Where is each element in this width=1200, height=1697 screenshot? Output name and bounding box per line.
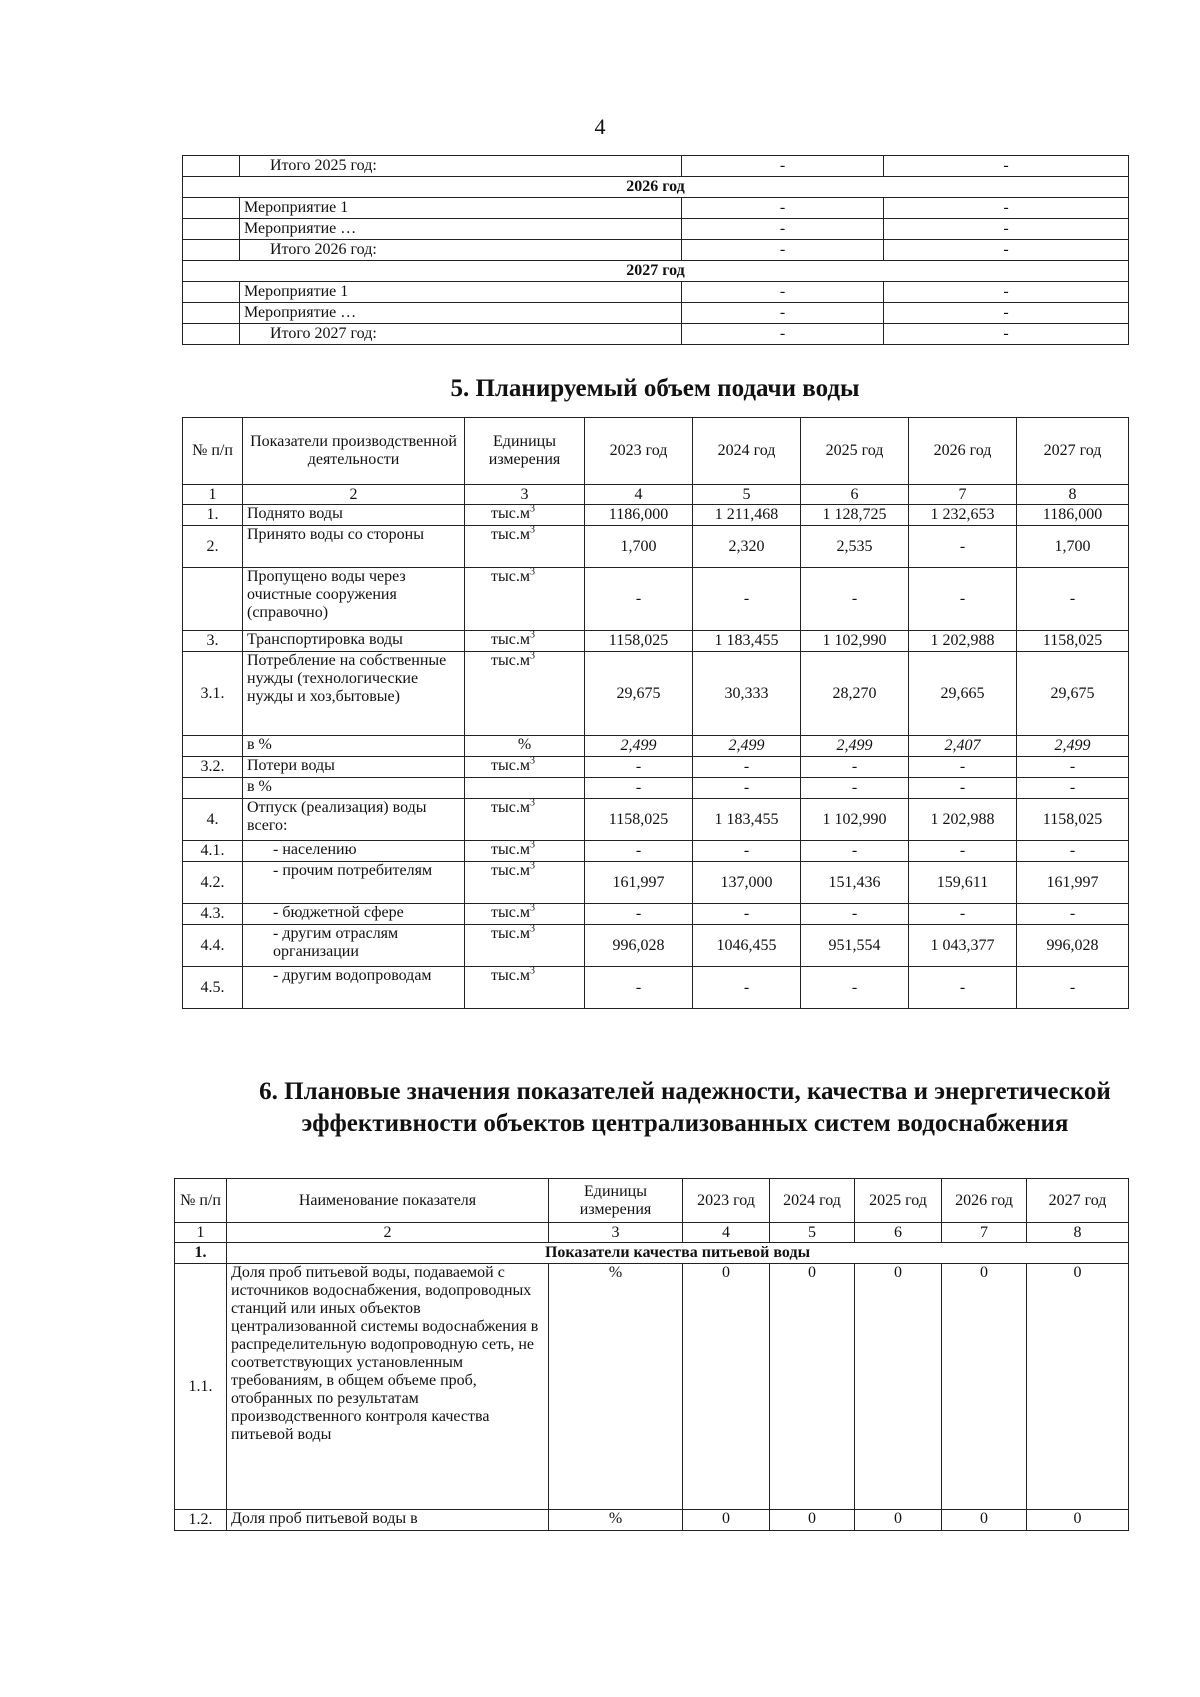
value-cell: 0 bbox=[683, 1510, 770, 1531]
indicator-name: Транспортировка воды bbox=[243, 631, 465, 652]
row-number: 3.1. bbox=[183, 652, 243, 736]
table-row bbox=[183, 799, 1129, 841]
indicator-name: в % bbox=[243, 778, 465, 799]
value-cell: 1,700 bbox=[585, 526, 693, 568]
value-cell: 0 bbox=[1027, 1510, 1129, 1531]
value-cell: - bbox=[801, 904, 909, 925]
value-cell: - bbox=[682, 324, 884, 345]
page-number: 4 bbox=[594, 114, 606, 139]
year-header-row bbox=[183, 261, 1129, 282]
column-number: 7 bbox=[942, 1223, 1027, 1243]
table-row bbox=[183, 862, 1129, 904]
value-cell: 1 102,990 bbox=[801, 631, 909, 652]
indicator-name: Принято воды со стороны bbox=[243, 526, 465, 568]
value-cell: - bbox=[884, 156, 1129, 177]
column-number: 7 bbox=[909, 485, 1017, 505]
header-cell: 2025 год bbox=[855, 1179, 942, 1223]
value-cell: 2,535 bbox=[801, 526, 909, 568]
unit-superscript: 3 bbox=[529, 861, 535, 872]
value-cell: 1 128,725 bbox=[801, 505, 909, 526]
water-supply-table bbox=[182, 417, 1129, 1009]
row-number bbox=[183, 240, 240, 261]
unit-text: тыс.м bbox=[491, 526, 530, 543]
value-cell: - bbox=[693, 778, 801, 799]
value-cell: 137,000 bbox=[693, 862, 801, 904]
table-row bbox=[183, 736, 1129, 757]
unit-cell bbox=[465, 505, 585, 526]
unit-cell bbox=[465, 841, 585, 862]
value-cell: - bbox=[884, 198, 1129, 219]
indicator-name: в % bbox=[243, 736, 465, 757]
indicator-name: - бюджетной сфере bbox=[243, 904, 465, 925]
indicator-name: Пропущено воды через очистные сооружения (справочно) bbox=[243, 568, 465, 631]
value-cell: - bbox=[909, 967, 1017, 1009]
unit-text: тыс.м bbox=[491, 505, 530, 522]
value-cell: 1 183,455 bbox=[693, 631, 801, 652]
indicator-name: Доля проб питьевой воды, подаваемой с источников водоснабжения, водопроводных станций или иных объектов централизованной системы водоснабжения в распределительную водопроводную сеть, не соответствующих установленным требованиям, в общем объеме проб, отобранных по результатам производственного контроля качества питьевой воды bbox=[227, 1264, 549, 1510]
value-cell: 0 bbox=[683, 1264, 770, 1510]
value-cell: - bbox=[693, 904, 801, 925]
column-number: 4 bbox=[585, 485, 693, 505]
table-row bbox=[183, 967, 1129, 1009]
value-cell: - bbox=[884, 324, 1129, 345]
unit-cell bbox=[465, 904, 585, 925]
unit-superscript: 3 bbox=[529, 525, 535, 536]
unit-cell bbox=[465, 862, 585, 904]
total-label: Итого 2027 год: bbox=[240, 324, 682, 345]
value-cell: 159,611 bbox=[909, 862, 1017, 904]
table-row bbox=[183, 526, 1129, 568]
value-cell: - bbox=[1017, 967, 1129, 1009]
column-number: 6 bbox=[801, 485, 909, 505]
table-row bbox=[183, 568, 1129, 631]
header-cell: Единицы измерения bbox=[465, 418, 585, 485]
value-cell: - bbox=[1017, 841, 1129, 862]
row-number bbox=[183, 324, 240, 345]
column-number: 3 bbox=[549, 1223, 683, 1243]
value-cell: 1158,025 bbox=[1017, 631, 1129, 652]
row-number: 3. bbox=[183, 631, 243, 652]
column-number-row bbox=[175, 1223, 1129, 1243]
value-cell: 1 043,377 bbox=[909, 925, 1017, 967]
value-cell: - bbox=[884, 219, 1129, 240]
unit-text: тыс.м bbox=[491, 841, 530, 858]
unit-text: тыс.м bbox=[491, 862, 530, 879]
header-cell: № п/п bbox=[175, 1179, 227, 1223]
value-cell: - bbox=[801, 841, 909, 862]
indicator-name: Отпуск (реализация) воды всего: bbox=[243, 799, 465, 841]
value-cell: - bbox=[1017, 568, 1129, 631]
value-cell: - bbox=[682, 198, 884, 219]
value-cell: 29,665 bbox=[909, 652, 1017, 736]
unit-cell: % bbox=[549, 1510, 683, 1531]
header-cell: № п/п bbox=[183, 418, 243, 485]
column-number: 3 bbox=[465, 485, 585, 505]
value-cell: 30,333 bbox=[693, 652, 801, 736]
total-label: Итого 2025 год: bbox=[240, 156, 682, 177]
value-cell: 1 232,653 bbox=[909, 505, 1017, 526]
value-cell: - bbox=[909, 904, 1017, 925]
value-cell: - bbox=[801, 757, 909, 778]
value-cell: - bbox=[693, 568, 801, 631]
table-row bbox=[183, 631, 1129, 652]
value-cell: 1,700 bbox=[1017, 526, 1129, 568]
value-cell: - bbox=[909, 757, 1017, 778]
value-cell: 0 bbox=[855, 1264, 942, 1510]
unit-superscript: 3 bbox=[529, 924, 535, 935]
unit-superscript: 3 bbox=[529, 840, 535, 851]
value-cell: 2,407 bbox=[909, 736, 1017, 757]
table-row bbox=[183, 156, 1129, 177]
row-number bbox=[183, 778, 243, 799]
table-row bbox=[183, 778, 1129, 799]
value-cell: - bbox=[801, 568, 909, 631]
value-cell: 2,320 bbox=[693, 526, 801, 568]
value-cell: - bbox=[682, 219, 884, 240]
section-6-title: 6. Плановые значения показателей надежности, качества и энергетической эффективности объектов централизованных систем водоснабжения bbox=[259, 1078, 1111, 1137]
item-label: Мероприятие 1 bbox=[240, 198, 682, 219]
year-header: 2026 год bbox=[183, 177, 1129, 198]
column-number: 4 bbox=[683, 1223, 770, 1243]
row-number: 4.5. bbox=[183, 967, 243, 1009]
value-cell: - bbox=[909, 778, 1017, 799]
row-number: 4.1. bbox=[183, 841, 243, 862]
value-cell: - bbox=[693, 841, 801, 862]
value-cell: 1186,000 bbox=[585, 505, 693, 526]
value-cell: - bbox=[585, 841, 693, 862]
table-row bbox=[183, 282, 1129, 303]
value-cell: - bbox=[693, 757, 801, 778]
unit-superscript: 3 bbox=[529, 504, 535, 515]
table-row bbox=[183, 652, 1129, 736]
value-cell: 28,270 bbox=[801, 652, 909, 736]
value-cell: 161,997 bbox=[585, 862, 693, 904]
indicator-name: - другим отраслям организации bbox=[243, 925, 465, 967]
unit-cell bbox=[465, 631, 585, 652]
indicator-name: - другим водопроводам bbox=[243, 967, 465, 1009]
unit-cell bbox=[465, 568, 585, 631]
value-cell: 0 bbox=[942, 1264, 1027, 1510]
row-number: 4.3. bbox=[183, 904, 243, 925]
column-number: 5 bbox=[693, 485, 801, 505]
row-number: 1.1. bbox=[175, 1264, 227, 1510]
value-cell: - bbox=[1017, 757, 1129, 778]
table-row bbox=[183, 757, 1129, 778]
value-cell: - bbox=[1017, 904, 1129, 925]
unit-text bbox=[469, 778, 491, 795]
header-cell: 2026 год bbox=[942, 1179, 1027, 1223]
indicators-table bbox=[174, 1178, 1129, 1531]
unit-text: тыс.м bbox=[491, 757, 530, 774]
header-cell: 2027 год bbox=[1017, 418, 1129, 485]
item-label: Мероприятие … bbox=[240, 303, 682, 324]
unit-superscript: 3 bbox=[529, 630, 535, 641]
value-cell: - bbox=[682, 156, 884, 177]
value-cell: - bbox=[693, 967, 801, 1009]
row-number bbox=[183, 156, 240, 177]
indicator-name: - прочим потребителям bbox=[243, 862, 465, 904]
column-number: 1 bbox=[175, 1223, 227, 1243]
row-number bbox=[183, 219, 240, 240]
row-number: 2. bbox=[183, 526, 243, 568]
value-cell: 1 202,988 bbox=[909, 631, 1017, 652]
value-cell: - bbox=[585, 778, 693, 799]
value-cell: - bbox=[585, 757, 693, 778]
column-number: 5 bbox=[770, 1223, 855, 1243]
value-cell: - bbox=[682, 282, 884, 303]
row-number: 3.2. bbox=[183, 757, 243, 778]
indicator-name: Доля проб питьевой воды в bbox=[227, 1510, 549, 1531]
table-header-row bbox=[175, 1179, 1129, 1223]
value-cell: 0 bbox=[942, 1510, 1027, 1531]
value-cell: - bbox=[585, 904, 693, 925]
value-cell: - bbox=[801, 967, 909, 1009]
value-cell: 151,436 bbox=[801, 862, 909, 904]
value-cell: - bbox=[801, 778, 909, 799]
value-cell: - bbox=[884, 282, 1129, 303]
unit-text: тыс.м bbox=[491, 925, 530, 942]
row-number: 4. bbox=[183, 799, 243, 841]
year-header: 2027 год bbox=[183, 261, 1129, 282]
value-cell: - bbox=[682, 240, 884, 261]
value-cell: - bbox=[585, 967, 693, 1009]
column-number: 6 bbox=[855, 1223, 942, 1243]
group-row bbox=[175, 1243, 1129, 1264]
table-row bbox=[183, 219, 1129, 240]
column-number: 1 bbox=[183, 485, 243, 505]
table-row bbox=[175, 1264, 1129, 1510]
column-number: 8 bbox=[1027, 1223, 1129, 1243]
header-cell: Единицы измерения bbox=[549, 1179, 683, 1223]
value-cell: 1158,025 bbox=[585, 799, 693, 841]
column-number-row bbox=[183, 485, 1129, 505]
unit-superscript: 3 bbox=[529, 966, 535, 977]
table-row bbox=[183, 904, 1129, 925]
value-cell: 2,499 bbox=[585, 736, 693, 757]
value-cell: 1 102,990 bbox=[801, 799, 909, 841]
header-cell: 2024 год bbox=[693, 418, 801, 485]
value-cell: - bbox=[909, 841, 1017, 862]
unit-cell bbox=[465, 736, 585, 757]
unit-superscript: 3 bbox=[529, 756, 535, 767]
unit-cell bbox=[465, 967, 585, 1009]
indicator-name: Потери воды bbox=[243, 757, 465, 778]
unit-cell bbox=[465, 652, 585, 736]
indicator-name: - населению bbox=[243, 841, 465, 862]
row-number bbox=[183, 736, 243, 757]
column-number: 8 bbox=[1017, 485, 1129, 505]
section-5-title: 5. Планируемый объем подачи воды bbox=[450, 375, 860, 402]
value-cell: 2,499 bbox=[1017, 736, 1129, 757]
unit-cell bbox=[465, 925, 585, 967]
row-number: 1.2. bbox=[175, 1510, 227, 1531]
header-cell: 2026 год bbox=[909, 418, 1017, 485]
table-header-row bbox=[183, 418, 1129, 485]
value-cell: - bbox=[884, 240, 1129, 261]
unit-cell bbox=[465, 778, 585, 799]
value-cell: - bbox=[585, 568, 693, 631]
unit-text: тыс.м bbox=[491, 967, 530, 984]
unit-cell bbox=[465, 799, 585, 841]
value-cell: 1 211,468 bbox=[693, 505, 801, 526]
row-number: 4.2. bbox=[183, 862, 243, 904]
column-number: 2 bbox=[227, 1223, 549, 1243]
value-cell: 2,499 bbox=[801, 736, 909, 757]
unit-text: тыс.м bbox=[491, 652, 530, 669]
value-cell: - bbox=[909, 568, 1017, 631]
table-row bbox=[183, 240, 1129, 261]
value-cell: 1046,455 bbox=[693, 925, 801, 967]
unit-superscript: 3 bbox=[529, 651, 535, 662]
total-label: Итого 2026 год: bbox=[240, 240, 682, 261]
table-row bbox=[183, 925, 1129, 967]
value-cell: 996,028 bbox=[585, 925, 693, 967]
unit-text: % bbox=[517, 736, 532, 753]
header-cell: 2024 год bbox=[770, 1179, 855, 1223]
value-cell: 29,675 bbox=[1017, 652, 1129, 736]
indicator-name: Поднято воды bbox=[243, 505, 465, 526]
table-row bbox=[183, 324, 1129, 345]
value-cell: - bbox=[884, 303, 1129, 324]
year-header-row bbox=[183, 177, 1129, 198]
unit-cell bbox=[465, 757, 585, 778]
table-row bbox=[183, 505, 1129, 526]
unit-cell bbox=[465, 526, 585, 568]
value-cell: - bbox=[909, 526, 1017, 568]
value-cell: 951,554 bbox=[801, 925, 909, 967]
value-cell: 161,997 bbox=[1017, 862, 1129, 904]
value-cell: 0 bbox=[770, 1510, 855, 1531]
group-label: Показатели качества питьевой воды bbox=[227, 1243, 1129, 1264]
table-row bbox=[183, 841, 1129, 862]
unit-text: тыс.м bbox=[491, 799, 530, 816]
header-cell: Показатели производственной деятельности bbox=[243, 418, 465, 485]
row-number: 4.4. bbox=[183, 925, 243, 967]
table-row bbox=[183, 198, 1129, 219]
row-number: 1. bbox=[183, 505, 243, 526]
item-label: Мероприятие … bbox=[240, 219, 682, 240]
header-cell: 2025 год bbox=[801, 418, 909, 485]
unit-superscript: 3 bbox=[529, 567, 535, 578]
row-number bbox=[183, 568, 243, 631]
value-cell: - bbox=[682, 303, 884, 324]
header-cell: Наименование показателя bbox=[227, 1179, 549, 1223]
value-cell: 1 183,455 bbox=[693, 799, 801, 841]
header-cell: 2023 год bbox=[683, 1179, 770, 1223]
header-cell: 2027 год bbox=[1027, 1179, 1129, 1223]
row-number bbox=[183, 303, 240, 324]
row-number bbox=[183, 282, 240, 303]
value-cell: 1 202,988 bbox=[909, 799, 1017, 841]
value-cell: 0 bbox=[1027, 1264, 1129, 1510]
unit-text: тыс.м bbox=[491, 568, 530, 585]
indicator-name: Потребление на собственные нужды (технологические нужды и хоз,бытовые) bbox=[243, 652, 465, 736]
row-number bbox=[183, 198, 240, 219]
value-cell: 996,028 bbox=[1017, 925, 1129, 967]
plans-table bbox=[182, 155, 1129, 345]
value-cell: 29,675 bbox=[585, 652, 693, 736]
value-cell: 2,499 bbox=[693, 736, 801, 757]
group-number: 1. bbox=[175, 1243, 227, 1264]
unit-superscript: 3 bbox=[529, 798, 535, 809]
unit-cell: % bbox=[549, 1264, 683, 1510]
unit-text: тыс.м bbox=[491, 631, 530, 648]
table-row bbox=[175, 1510, 1129, 1531]
value-cell: 1158,025 bbox=[1017, 799, 1129, 841]
value-cell: - bbox=[1017, 778, 1129, 799]
value-cell: 0 bbox=[770, 1264, 855, 1510]
value-cell: 1158,025 bbox=[585, 631, 693, 652]
unit-superscript: 3 bbox=[529, 903, 535, 914]
table-row bbox=[183, 303, 1129, 324]
unit-text: тыс.м bbox=[491, 904, 530, 921]
header-cell: 2023 год bbox=[585, 418, 693, 485]
value-cell: 1186,000 bbox=[1017, 505, 1129, 526]
column-number: 2 bbox=[243, 485, 465, 505]
item-label: Мероприятие 1 bbox=[240, 282, 682, 303]
value-cell: 0 bbox=[855, 1510, 942, 1531]
